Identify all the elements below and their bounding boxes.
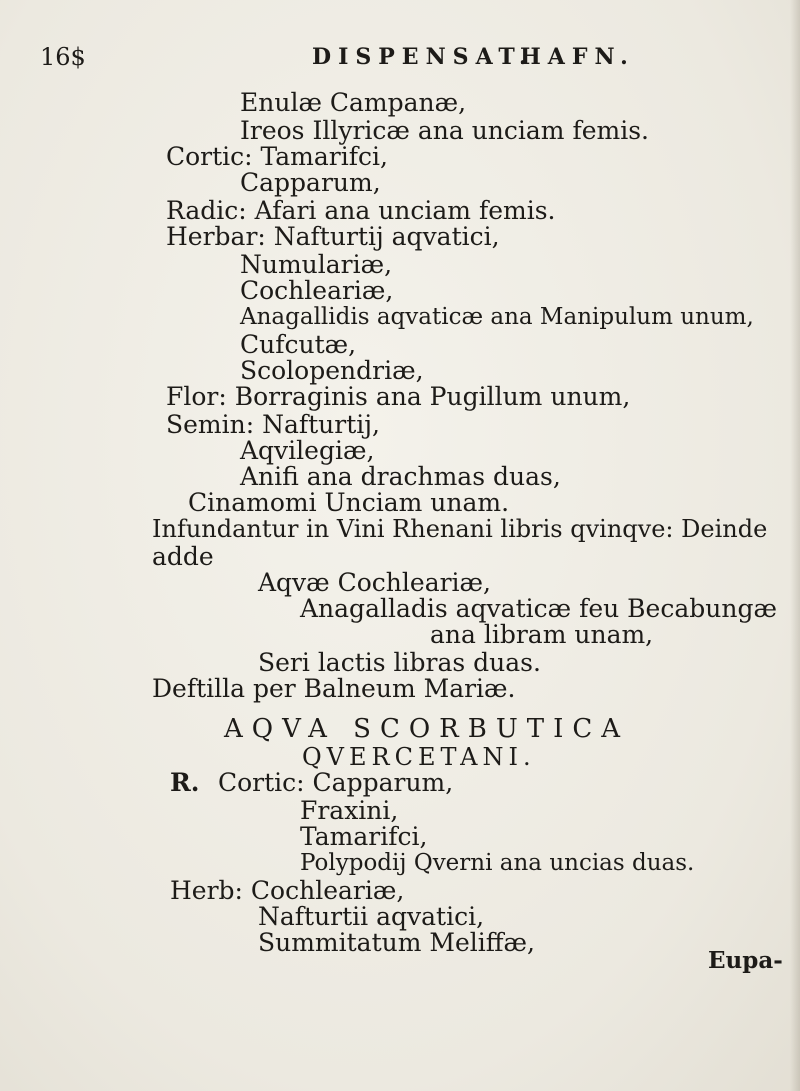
running-head-place: HAFN. [520, 44, 635, 70]
text-line: Deftilla per Balneum Mariæ. [152, 674, 516, 703]
running-head: DISPENSAT. [312, 44, 534, 70]
page-number: 16$ [40, 43, 86, 71]
text-line: Herbar: Nafturtij aqvatici, [166, 222, 500, 251]
section-title: AQVA SCORBUTICA [224, 714, 630, 744]
recipe-line: Summitatum Meliffæ, [258, 928, 535, 957]
recipe-line: Nafturtii aqvatici, [258, 902, 485, 931]
text-line: Cochleariæ, [240, 276, 394, 305]
text-line: Cufcutæ, [240, 330, 357, 359]
recipe-line: Fraxini, [300, 796, 399, 825]
recipe-symbol: R. [170, 768, 200, 797]
text-line: Anifi ana drachmas duas, [240, 462, 561, 491]
page-edge-shadow [790, 0, 800, 1091]
text-line: Numulariæ, [240, 250, 393, 279]
text-line: Semin: Nafturtij, [166, 410, 380, 439]
text-line: Capparum, [240, 168, 381, 197]
text-line: Cortic: Tamarifci, [166, 142, 388, 171]
text-line: Radic: Afari ana unciam femis. [166, 196, 556, 225]
text-line: Infundantur in Vini Rhenani libris qvinqve: Deinde [152, 515, 768, 543]
text-line: ana libram unam, [430, 620, 654, 649]
text-line: Flor: Borraginis ana Pugillum unum, [166, 382, 631, 411]
text-line: Aqvæ Cochleariæ, [258, 568, 491, 597]
catchword: Eupa- [708, 947, 783, 974]
section-subtitle: QVERCETANI. [302, 743, 536, 771]
text-line: Ireos Illyricæ ana unciam femis. [240, 116, 649, 145]
text-line: Anagalladis aqvaticæ feu Becabungæ [300, 594, 777, 623]
recipe-line: Polypodij Qverni ana uncias duas. [300, 850, 695, 876]
text-line: Aqvilegiæ, [240, 436, 375, 465]
text-line: Seri lactis libras duas. [258, 648, 541, 677]
text-line: Enulæ Campanæ, [240, 88, 467, 117]
recipe-line: Herb: Cochleariæ, [170, 876, 405, 905]
recipe-line: Tamarifci, [300, 822, 428, 851]
text-line: adde [152, 542, 214, 571]
recipe-line: Cortic: Capparum, [218, 768, 454, 797]
text-line: Scolopendriæ, [240, 356, 424, 385]
text-line: Cinamomi Unciam unam. [188, 488, 510, 517]
text-line: Anagallidis aqvaticæ ana Manipulum unum, [240, 304, 754, 330]
